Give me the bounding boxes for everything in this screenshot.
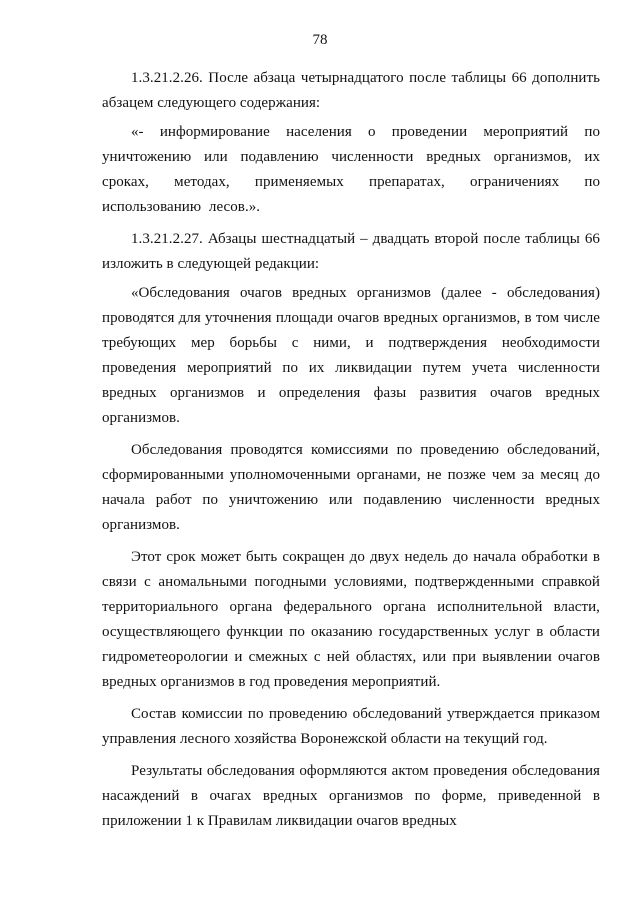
paragraph-inspections-purpose: «Обследования очагов вредных организмов (далее - обследования) проводятся для уточнения площади очагов вредных организмов, в том числе требующих мер борьбы с ними, и подтверждения необходимости проведения мероприятий по их ликвидации путем учета численности вредных организмов и определения фазы развития очагов вредных организмов.: [102, 285, 600, 426]
paragraph-amendment-26: 1.3.21.2.26. После абзаца четырнадцатого после таблицы 66 дополнить абзацем следующего содержания:: [102, 70, 600, 111]
paragraph-inserted-text: «- информирование населения о проведении мероприятий по уничтожению или подавлению численности вредных организмов, их сроках, методах, применяемых препаратах, ограничениях по использованию лесов.».: [102, 124, 600, 215]
document-body: [102, 66, 600, 841]
paragraph-commission-composition: Состав комиссии по проведению обследований утверждается приказом управления лесного хозяйства Воронежской области на текущий год.: [102, 706, 600, 747]
paragraph-inspections-commissions: Обследования проводятся комиссиями по проведению обследований, сформированными уполномоченными органами, не позже чем за месяц до начала работ по уничтожению или подавлению численности вредных организмов.: [102, 442, 600, 533]
paragraph-inspection-results: Результаты обследования оформляются актом проведения обследования насаждений в очагах вредных организмов по форме, приведенной в приложении 1 к Правилам ликвидации очагов вредных: [102, 763, 600, 829]
page-number: 78: [312, 32, 328, 48]
paragraph-deadline-reduction: Этот срок может быть сокращен до двух недель до начала обработки в связи с аномальными погодными условиями, подтвержденными справкой территориального органа федерального органа исполнительной власти, осуществляющего функции по оказанию государственных услуг в области гидрометеорологии и смежных с ней областях, или при выявлении очагов вредных организмов в год проведения мероприятий.: [102, 549, 600, 690]
paragraph-amendment-27: 1.3.21.2.27. Абзацы шестнадцатый – двадцать второй после таблицы 66 изложить в следующей редакции:: [102, 231, 600, 272]
